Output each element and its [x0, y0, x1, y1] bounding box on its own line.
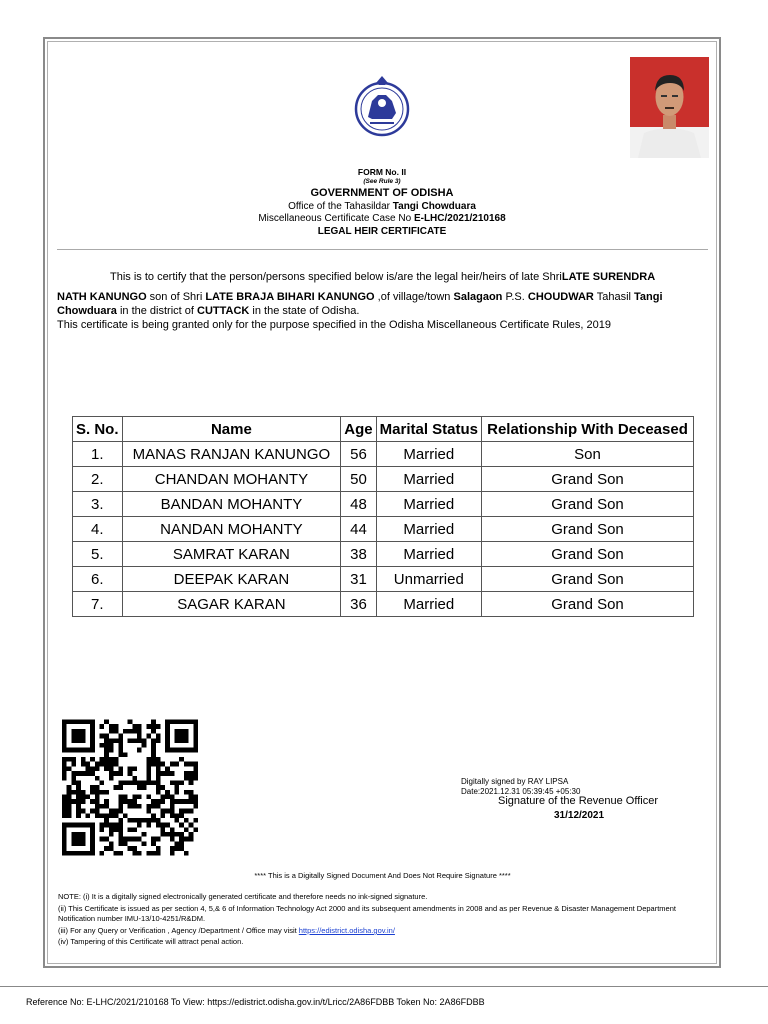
cell-marital: Married [376, 467, 481, 492]
district-text: in the district of [116, 305, 197, 317]
state-text: in the state of Odisha. [249, 305, 360, 317]
government-title: GOVERNMENT OF ODISHA [310, 187, 454, 199]
certification-line-3 [57, 304, 708, 318]
cell-age: 36 [341, 592, 376, 617]
col-name-header: Name [122, 417, 341, 442]
tahasil-name-b: Chowduara [57, 305, 117, 317]
cell-name: MANAS RANJAN KANUNGO [122, 442, 341, 467]
edistrict-link[interactable]: https://edistrict.odisha.gov.in/ [298, 926, 395, 935]
cell-name: DEEPAK KARAN [122, 567, 341, 592]
table-header-row [73, 417, 694, 442]
signature-officer-label: Signature of the Revenue Officer [498, 795, 659, 807]
table-row [73, 542, 694, 567]
note-1: NOTE: (i) It is a digitally signed electronically generated certificate and therefore needs no ink-signed signature. [58, 892, 428, 901]
cell-marital: Married [376, 442, 481, 467]
col-sno-header: S. No. [73, 417, 123, 442]
certification-line-1 [57, 270, 708, 284]
purpose-line: This certificate is being granted only for the purpose specified in the Odisha Miscellaneous Certificate Rules, 2019 [57, 319, 611, 331]
cell-marital: Married [376, 542, 481, 567]
cell-name: CHANDAN MOHANTY [122, 467, 341, 492]
district-name: CUTTACK [197, 305, 250, 317]
tahasil-name-a: Tangi [634, 291, 663, 303]
village-text: ,of village/town [374, 291, 454, 303]
cell-sno: 3. [73, 492, 123, 517]
col-age-header: Age [341, 417, 376, 442]
case-prefix: Miscellaneous Certificate Case No [258, 213, 414, 224]
table-row [73, 442, 694, 467]
cell-relationship: Son [482, 442, 694, 467]
cell-age: 31 [341, 567, 376, 592]
cell-name: SAGAR KARAN [122, 592, 341, 617]
cell-age: 44 [341, 517, 376, 542]
cell-age: 38 [341, 542, 376, 567]
cell-relationship: Grand Son [482, 592, 694, 617]
table-row [73, 467, 694, 492]
cell-relationship: Grand Son [482, 542, 694, 567]
cell-marital: Unmarried [376, 567, 481, 592]
deceased-name-b: NATH KANUNGO [57, 291, 147, 303]
note-3 [58, 926, 708, 936]
deceased-name-a: LATE SURENDRA [561, 271, 656, 283]
office-prefix: Office of the Tahasildar [288, 201, 393, 212]
footer-divider [0, 986, 768, 987]
col-relationship-header: Relationship With Deceased [482, 417, 694, 442]
signature-date: 31/12/2021 [554, 810, 605, 821]
digital-signature-date: Date:2021.12.31 05:39:45 +05:30 [461, 787, 581, 796]
cell-name: NANDAN MOHANTY [122, 517, 341, 542]
cell-sno: 5. [73, 542, 123, 567]
cell-relationship: Grand Son [482, 467, 694, 492]
table-row [73, 592, 694, 617]
odisha-emblem-icon [352, 73, 412, 141]
table-row [73, 517, 694, 542]
office-name: Tangi Chowduara [392, 201, 476, 212]
cell-age: 50 [341, 467, 376, 492]
cell-age: 56 [341, 442, 376, 467]
cell-sno: 7. [73, 592, 123, 617]
note-3-text: (iii) For any Query or Verification , Agency /Department / Office may visit [58, 926, 299, 935]
note-2: (ii) This Certificate is issued as per section 4, 5,& 6 of Information Technology Act 2000 and its subsequent amendments in 2008 and as per Revenue & Disaster Management Department Notification number IMU-13/10-4251/R&DM. [58, 904, 676, 923]
cell-sno: 4. [73, 517, 123, 542]
table-row [73, 567, 694, 592]
cell-sno: 1. [73, 442, 123, 467]
table-row [73, 492, 694, 517]
header-divider [57, 249, 708, 250]
cell-name: SAMRAT KARAN [122, 542, 341, 567]
village-name: Salagaon [453, 291, 503, 303]
cell-relationship: Grand Son [482, 517, 694, 542]
cell-age: 48 [341, 492, 376, 517]
office-line [200, 201, 564, 213]
cell-marital: Married [376, 492, 481, 517]
son-of-text: son of Shri [146, 291, 206, 303]
qr-code[interactable] [62, 716, 198, 859]
col-marital-header: Marital Status [376, 417, 481, 442]
legal-heirs-table [72, 416, 694, 617]
certificate-title: LEGAL HEIR CERTIFICATE [317, 226, 447, 237]
ps-text: P.S. [502, 291, 528, 303]
certification-line-2 [57, 290, 708, 304]
digitally-signed-by: Digitally signed by RAY LIPSA [461, 777, 569, 786]
ps-name: CHOUDWAR [527, 291, 594, 303]
cell-marital: Married [376, 517, 481, 542]
cell-marital: Married [376, 592, 481, 617]
heir-photo [630, 57, 709, 158]
tahasil-text: Tahasil [593, 291, 635, 303]
cell-name: BANDAN MOHANTY [122, 492, 341, 517]
digitally-signed-note: **** This is a Digitally Signed Document And Does Not Require Signature **** [254, 871, 511, 880]
reference-footer: Reference No: E-LHC/2021/210168 To View: https://edistrict.odisha.gov.in/t/Lricc/2A86FDBB Token No: 2A86FDBB [26, 997, 485, 1007]
case-number: E-LHC/2021/210168 [413, 213, 506, 224]
case-line [200, 213, 564, 225]
cell-sno: 6. [73, 567, 123, 592]
form-number: FORM No. II [357, 167, 407, 177]
note-4: (iv) Tampering of this Certificate will attract penal action. [58, 937, 244, 946]
cell-relationship: Grand Son [482, 492, 694, 517]
certify-text: This is to certify that the person/persons specified below is/are the legal heir/heirs of late Shri [110, 271, 562, 283]
see-rule: (See Rule 3) [363, 178, 401, 185]
cell-relationship: Grand Son [482, 567, 694, 592]
cell-sno: 2. [73, 467, 123, 492]
father-name: LATE BRAJA BIHARI KANUNGO [205, 291, 375, 303]
